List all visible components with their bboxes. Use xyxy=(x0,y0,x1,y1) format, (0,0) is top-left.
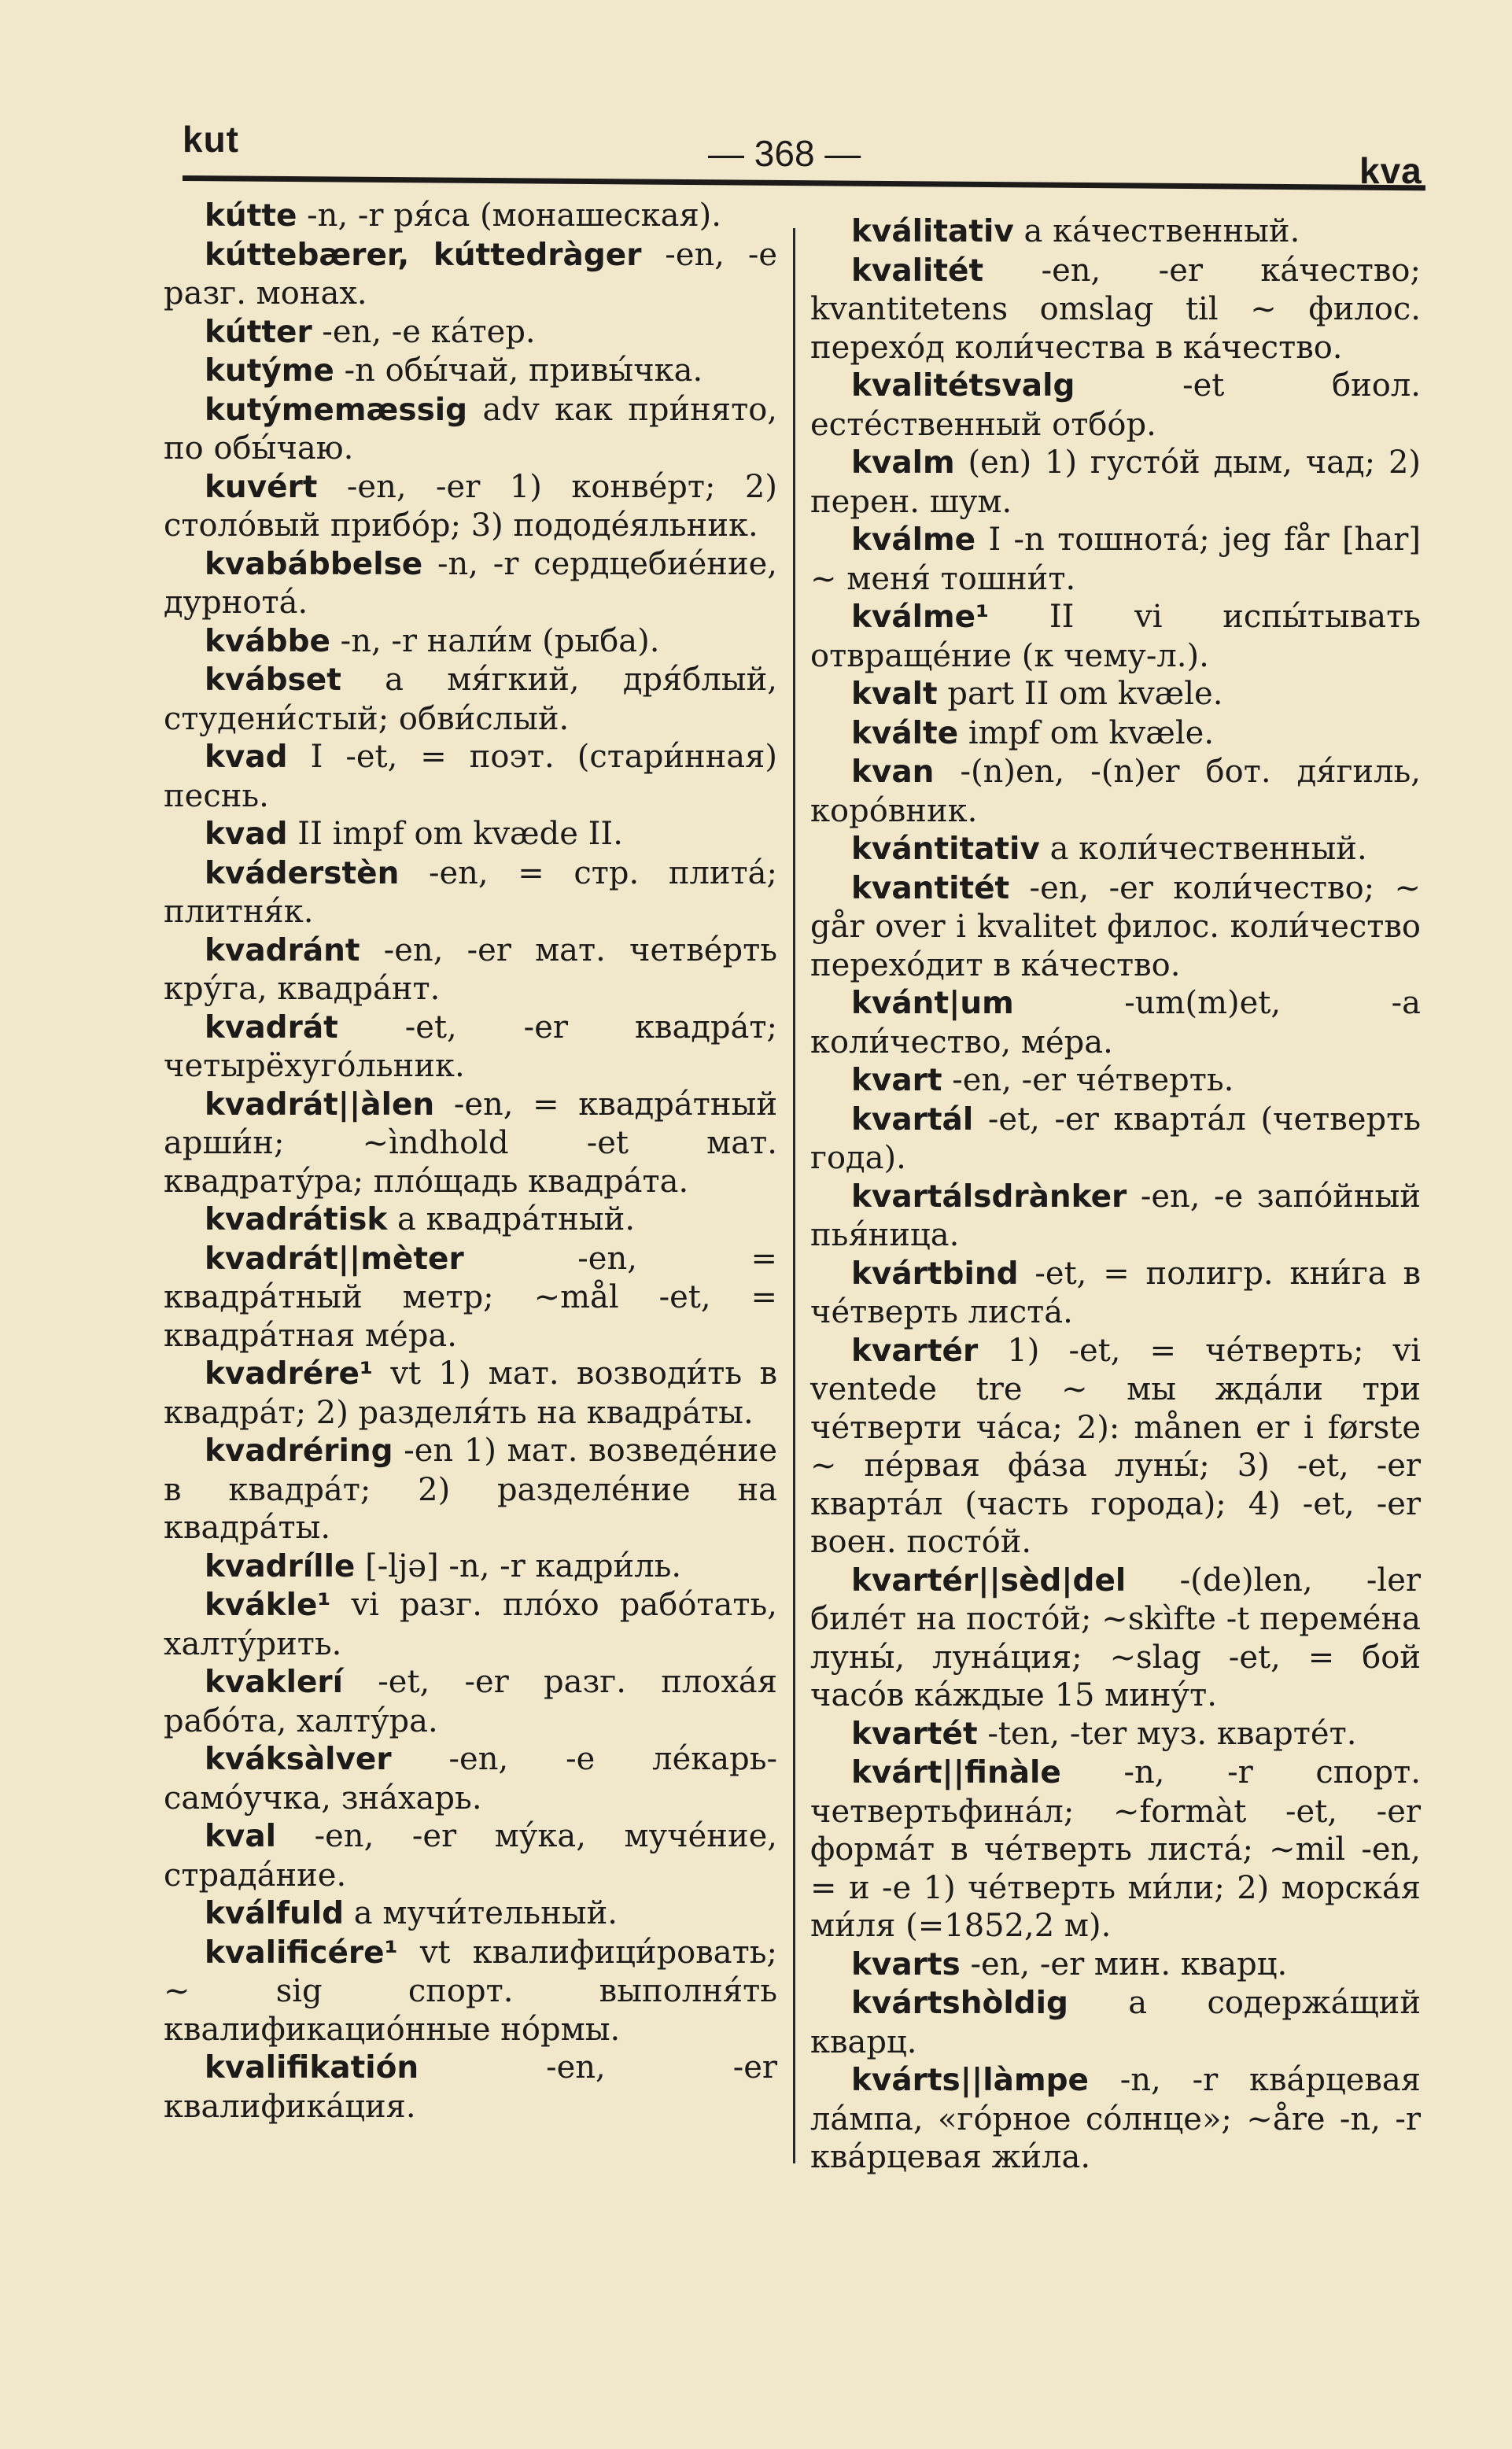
dictionary-entry xyxy=(164,854,777,931)
entry-definition: -en, = квадра́тный арши́н; ~ìndhold -et мат. квадрату́ра; пло́щадь квадра́та. xyxy=(164,1086,777,1200)
entry-headword: kváksàlver xyxy=(205,1742,392,1777)
dictionary-entry xyxy=(164,1817,777,1894)
entry-headword: kvarts xyxy=(851,1946,961,1982)
entry-definition: -en, = стр. плита́; плитня́к. xyxy=(164,854,777,930)
entry-headword: kvábbe xyxy=(205,623,330,659)
entry-definition: -en 1) мат. возведе́ние в квадра́т; 2) разделе́ние на квадра́ты. xyxy=(164,1433,777,1546)
entry-headword: kvadrátisk xyxy=(205,1202,388,1237)
entry-definition: a мя́гкий, дря́блый, студени́стый; обви́слый. xyxy=(164,662,777,737)
dictionary-entry xyxy=(164,1240,777,1355)
header-rule xyxy=(183,175,1425,190)
entry-headword: kválme xyxy=(851,522,976,558)
entry-definition: -en, -er коли́чество; ~ går over i kvalitet филос. коли́чество перехо́дит в ка́чество. xyxy=(810,869,1421,983)
entry-headword: kvartál xyxy=(851,1101,974,1138)
dictionary-entry xyxy=(164,1086,777,1201)
column-divider xyxy=(793,228,795,2163)
dictionary-entry xyxy=(810,1754,1421,1946)
entry-headword: kvadránt xyxy=(205,932,360,968)
entry-definition: a содержа́щий кварц. xyxy=(810,1985,1421,2060)
dictionary-entry xyxy=(164,1894,777,1934)
dictionary-entry xyxy=(810,753,1421,830)
dictionary-entry xyxy=(810,1946,1421,1985)
entry-definition: -en, -er му́ка, муче́ние, страда́ние. xyxy=(164,1818,777,1894)
entry-definition: I -n тошнота́; jeg får [har] ~ меня́ тошни́т. xyxy=(810,522,1421,597)
entry-definition: -(de)len, -ler биле́т на посто́й; ~skìfte -t переме́на луны́, луна́ция; ~slag -et, = бой часо́в ка́ждые 15 мину́т. xyxy=(810,1562,1421,1713)
dictionary-entry xyxy=(810,521,1421,598)
entry-headword: kvartér xyxy=(851,1333,979,1369)
entry-definition: part II om kvæle. xyxy=(937,676,1223,712)
entry-headword: kvalitét xyxy=(851,253,984,289)
left-column xyxy=(164,197,777,2126)
entry-definition: a ка́чественный. xyxy=(1013,213,1300,249)
dictionary-entry xyxy=(810,1061,1421,1101)
entry-definition: vt 1) мат. возводи́ть в квадра́т; 2) разделя́ть на квадра́ты. xyxy=(164,1355,777,1431)
entry-definition: -(n)en, -(n)er бот. дя́гиль, коро́вник. xyxy=(810,754,1421,829)
entry-headword: kvalificére¹ xyxy=(205,1934,398,1971)
dictionary-entry xyxy=(164,391,777,468)
entry-headword: kvábset xyxy=(205,662,341,698)
entry-headword: kvan xyxy=(851,754,935,790)
entry-definition: -et, -er кварта́л (четверть года). xyxy=(810,1101,1421,1176)
dictionary-entry xyxy=(810,675,1421,714)
entry-headword: kváderstèn xyxy=(205,855,400,891)
entry-headword: kvadréring xyxy=(205,1433,393,1469)
dictionary-entry xyxy=(810,984,1421,1061)
entry-headword: kval xyxy=(205,1819,277,1854)
entry-headword: kvadrát||mèter xyxy=(205,1241,464,1277)
entry-definition: -en, -er мат. четве́рть кру́га, квадра́нт. xyxy=(164,931,777,1007)
dictionary-entry xyxy=(810,598,1421,675)
dictionary-entry xyxy=(810,1255,1421,1332)
entry-headword: kvártbind xyxy=(851,1256,1019,1292)
entry-headword: kválte xyxy=(851,715,959,751)
entry-definition: (en) 1) густо́й дым, чад; 2) перен. шум. xyxy=(810,444,1421,520)
entry-definition: -n, -r нали́м (рыба). xyxy=(330,622,660,659)
entry-definition: -et биол. есте́ственный отбо́р. xyxy=(810,367,1421,443)
entry-headword: kutýme xyxy=(205,353,334,389)
entry-headword: kválme¹ xyxy=(851,599,990,635)
dictionary-entry xyxy=(164,468,777,545)
entry-definition: -en, -e ка́тер. xyxy=(312,313,536,350)
entry-definition: II vi испы́тывать отвраще́ние (к чему-л.). xyxy=(810,599,1421,674)
dictionary-entry xyxy=(810,1101,1421,1178)
entry-headword: kválfuld xyxy=(205,1896,345,1931)
dictionary-entry xyxy=(164,2049,777,2126)
entry-headword: kvadrát||àlen xyxy=(205,1086,435,1123)
entry-definition: a коли́чественный. xyxy=(1039,831,1367,867)
dictionary-entry xyxy=(810,1178,1421,1255)
entry-headword: kvartálsdrànker xyxy=(851,1178,1127,1215)
dictionary-entry xyxy=(164,1934,777,2049)
dictionary-entry xyxy=(164,1547,777,1587)
entry-definition: -en, -er 1) конве́рт; 2) столо́вый прибо́р; 3) пододе́яльник. xyxy=(164,468,777,544)
dictionary-entry xyxy=(810,212,1421,252)
entry-definition: impf om kvæle. xyxy=(958,714,1215,751)
entry-headword: kvadrát xyxy=(205,1009,338,1046)
entry-headword: kvad xyxy=(205,817,288,852)
dictionary-entry xyxy=(164,738,777,815)
entry-definition: -en, -er мин. кварц. xyxy=(960,1946,1288,1982)
dictionary-entry xyxy=(164,1663,777,1740)
dictionary-entry xyxy=(810,830,1421,869)
entry-definition: adv как при́нято, по обы́чаю. xyxy=(164,391,777,467)
entry-headword: kúttebærer, kúttedràger xyxy=(205,237,642,273)
dictionary-entry xyxy=(164,352,777,391)
entry-definition: -n, -r сердцебие́ние, дурнота́. xyxy=(164,545,777,621)
dictionary-entry xyxy=(164,1009,777,1086)
entry-definition: -en, -er че́тверть. xyxy=(942,1062,1234,1098)
entry-definition: -n обы́чай, привы́чка. xyxy=(334,352,703,389)
entry-headword: kuvért xyxy=(205,469,318,505)
entry-headword: kvánt|um xyxy=(851,986,1014,1021)
entry-headword: kútte xyxy=(205,198,297,234)
entry-definition: a мучи́тельный. xyxy=(344,1895,618,1931)
dictionary-entry xyxy=(810,444,1421,521)
page-number: — 368 — xyxy=(708,133,861,174)
entry-definition: -en, -er ка́чество; kvantitetens omslag til ~ филос. перехо́д коли́чества в ка́чество. xyxy=(810,252,1421,366)
dictionary-entry xyxy=(164,545,777,622)
dictionary-entry xyxy=(164,661,777,738)
entry-definition: -en, -e ле́карь-само́учка, зна́харь. xyxy=(164,1741,777,1816)
entry-definition: a квадра́тный. xyxy=(387,1201,636,1237)
dictionary-entry xyxy=(164,1586,777,1663)
dictionary-entry xyxy=(810,252,1421,367)
entry-headword: kvabábbelse xyxy=(205,546,423,582)
entry-headword: kvartér||sèd|del xyxy=(851,1562,1127,1599)
entry-definition: II impf om kvæde II. xyxy=(287,816,623,852)
entry-headword: kvalitétsvalg xyxy=(851,368,1075,404)
entry-definition: -en, -e разг. монах. xyxy=(164,236,778,312)
left-guide-word: kut xyxy=(183,119,239,160)
dictionary-entry xyxy=(164,197,777,236)
entry-definition: -um(m)et, -a коли́чество, ме́ра. xyxy=(810,985,1421,1060)
entry-definition: -n, -r спорт. четвертьфина́л; ~formàt -et, -er форма́т в че́тверть листа́; ~mil -en, = и -e 1) че́тверть ми́ли; 2) морска́я ми́ля (=1852,2 м). xyxy=(810,1754,1421,1944)
dictionary-entry xyxy=(810,2061,1421,2177)
entry-definition: vt квалифици́ровать; ~ sig спорт. выполня́ть квалификацио́нные но́рмы. xyxy=(164,1934,777,2048)
entry-headword: kvalt xyxy=(851,677,938,712)
entry-headword: kválitativ xyxy=(851,214,1014,249)
entry-headword: kvantitét xyxy=(851,870,1010,906)
dictionary-entry xyxy=(164,622,777,662)
right-guide-word: kva xyxy=(1359,150,1422,191)
entry-headword: kvalifikatión xyxy=(205,2050,419,2086)
dictionary-entry xyxy=(810,1562,1421,1715)
entry-headword: kvártshòldig xyxy=(851,1986,1068,2021)
dictionary-entry xyxy=(810,1715,1421,1754)
dictionary-entry xyxy=(810,714,1421,754)
entry-headword: kvántitativ xyxy=(851,832,1040,867)
entry-headword: kvaklerí xyxy=(205,1665,344,1700)
entry-headword: kvárts||làmpe xyxy=(851,2063,1089,2098)
entry-definition: -et, -er квадра́т; четырёхуго́льник. xyxy=(164,1009,777,1084)
entry-headword: kvad xyxy=(205,739,288,775)
entry-definition: I -et, = поэт. (стари́нная) песнь. xyxy=(164,739,777,814)
entry-definition: -n, -r ква́рцевая ла́мпа, «го́рное со́лнце»; ~åre -n, -r ква́рцевая жи́ла. xyxy=(810,2062,1421,2175)
entry-definition: 1) -et, = че́тверть; vi ventede tre ~ мы жда́ли три че́тверти ча́са; 2): månen er i første ~ пе́рвая фа́за луны́; 3) -et, -er кварта́л (часть города); 4) -et, -er воен. посто́й. xyxy=(810,1332,1421,1560)
dictionary-entry xyxy=(164,1201,777,1240)
entry-definition: [-ljə] -n, -r кадри́ль. xyxy=(355,1547,682,1584)
dictionary-entry xyxy=(810,1984,1421,2061)
dictionary-entry xyxy=(810,869,1421,985)
entry-definition: -en, -er квалифика́ция. xyxy=(164,2049,777,2125)
entry-definition: -n, -r ря́са (монашеская). xyxy=(297,197,722,234)
dictionary-entry xyxy=(164,1740,777,1817)
dictionary-entry xyxy=(164,236,777,313)
dictionary-entry xyxy=(164,1355,777,1432)
right-column xyxy=(810,212,1421,2177)
entry-headword: kvadrílle xyxy=(205,1548,356,1584)
entry-headword: kutýmemæssig xyxy=(205,392,468,428)
entry-definition: -ten, -ter муз. кварте́т. xyxy=(977,1715,1357,1752)
entry-headword: kvartét xyxy=(851,1716,978,1752)
entry-headword: kvalm xyxy=(851,445,955,481)
dictionary-entry xyxy=(164,931,777,1009)
entry-definition: -et, -er разг. плоха́я рабо́та, халту́ра. xyxy=(164,1664,777,1739)
entry-definition: -en, = квадра́тный метр; ~mål -et, = квадра́тная ме́ра. xyxy=(164,1240,777,1354)
dictionary-entry xyxy=(164,1432,777,1547)
entry-headword: kvart xyxy=(851,1063,942,1098)
entry-headword: kvákle¹ xyxy=(205,1588,331,1623)
entry-headword: kvadrére¹ xyxy=(205,1356,374,1392)
entry-definition: -et, = полигр. кни́га в че́тверть листа́. xyxy=(810,1255,1421,1330)
entry-headword: kvárt||finàle xyxy=(851,1755,1061,1791)
entry-definition: vi разг. пло́хо рабо́тать, халту́рить. xyxy=(164,1587,777,1662)
entry-definition: -en, -e запо́йный пья́ница. xyxy=(810,1178,1421,1253)
entry-headword: kútter xyxy=(205,314,312,350)
dictionary-entry xyxy=(810,1332,1421,1562)
dictionary-entry xyxy=(810,367,1421,444)
dictionary-entry xyxy=(164,815,777,854)
dictionary-entry xyxy=(164,313,777,352)
